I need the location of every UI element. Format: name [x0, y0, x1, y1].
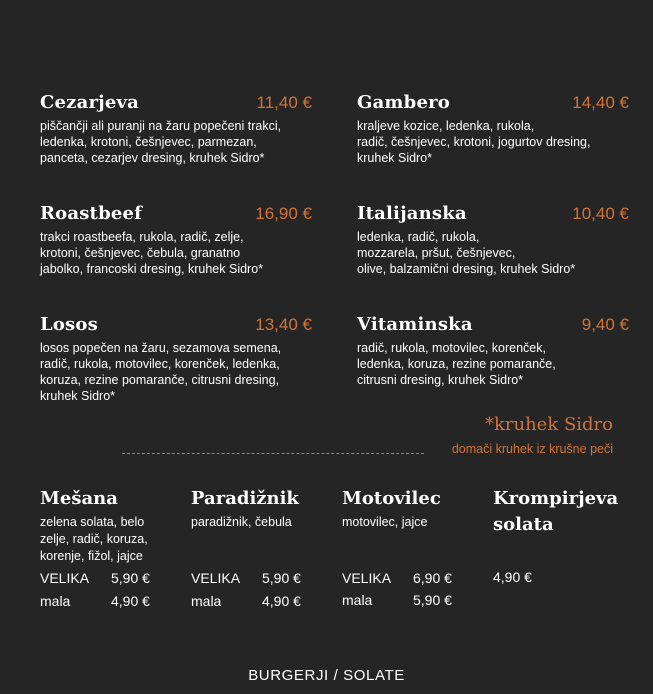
size-price: 5,90 € — [413, 592, 452, 608]
item-name: Italijanska — [357, 203, 467, 224]
item-price: 16,90 € — [255, 204, 312, 223]
item-description: kraljeve kozice, ledenka, rukola, radič, češnjevec, krotoni, jogurtov dresing, kruhek Sidro* — [357, 119, 591, 165]
item-name: Cezarjeva — [40, 92, 140, 113]
footer-section-title: BURGERJI / SOLATE — [248, 667, 405, 684]
side-item-motovilec — [342, 486, 482, 616]
item-description: zelena solata, belo zelje, radič, koruza, korenje, fižol, jajce — [40, 515, 148, 563]
side-item-krompirjeva — [493, 486, 633, 616]
item-name: Krompirjeva solata — [493, 488, 619, 535]
item-description: paradižnik, čebula — [191, 515, 292, 529]
size-price: 4,90 € — [262, 593, 301, 609]
size-price: 4,90 € — [493, 569, 532, 585]
item-price: 10,40 € — [572, 204, 629, 223]
item-name: Vitaminska — [357, 314, 473, 335]
dashed-divider — [122, 453, 424, 454]
menu-item-vitaminska — [357, 314, 629, 388]
side-item-paradiznik — [191, 486, 331, 616]
item-name: Motovilec — [342, 488, 441, 509]
side-item-mesana — [40, 486, 180, 616]
item-name: Gambero — [357, 92, 451, 113]
size-price: 6,90 € — [413, 570, 452, 586]
size-label: VELIKA — [40, 570, 90, 586]
menu-item-gambero — [357, 92, 629, 166]
item-name: Roastbeef — [40, 203, 143, 224]
size-label: mala — [342, 592, 373, 608]
item-description: motovilec, jajce — [342, 515, 428, 529]
size-price: 5,90 € — [111, 570, 150, 586]
item-name: Mešana — [40, 488, 118, 509]
item-description: ledenka, radič, rukola, mozzarela, pršut, češnjevec, olive, balzamični dresing, kruhek Sidro* — [357, 230, 576, 276]
item-name: Paradižnik — [191, 488, 299, 509]
size-label: mala — [40, 593, 71, 609]
bread-note-title: *kruhek Sidro — [484, 414, 613, 435]
item-description: trakci roastbeefa, rukola, radič, zelje, krotoni, češnjevec, čebula, granatno jabolko, francoski dresing, kruhek Sidro* — [40, 230, 264, 276]
menu-item-losos — [40, 314, 312, 404]
item-price: 11,40 € — [256, 93, 312, 112]
size-price: 4,90 € — [111, 593, 150, 609]
bread-note-subtitle: domači kruhek iz krušne peči — [451, 442, 613, 456]
size-label: VELIKA — [342, 570, 392, 586]
item-description: piščančji ali puranji na žaru popečeni trakci, ledenka, krotoni, češnjevec, parmezan, panceta, cezarjev dresing, kruhek Sidro* — [40, 119, 282, 165]
item-price: 13,40 € — [255, 315, 312, 334]
size-price: 5,90 € — [262, 570, 301, 586]
size-label: VELIKA — [191, 570, 241, 586]
item-description: radič, rukola, motovilec, korenček, ledenka, koruza, rezine pomaranče, citrusni dresing, kruhek Sidro* — [357, 341, 556, 387]
item-price: 14,40 € — [572, 93, 629, 112]
item-price: 9,40 € — [581, 315, 629, 334]
item-description: losos popečen na žaru, sezamova semena, radič, rukola, motovilec, korenček, ledenka, koruza, rezine pomaranče, citrusni dresing, kruhek Sidro* — [40, 341, 282, 403]
menu-item-cezarjeva — [40, 92, 312, 166]
menu-item-italijanska — [357, 203, 629, 277]
size-label: mala — [191, 593, 222, 609]
item-name: Losos — [40, 314, 98, 335]
menu-item-roastbeef — [40, 203, 312, 277]
